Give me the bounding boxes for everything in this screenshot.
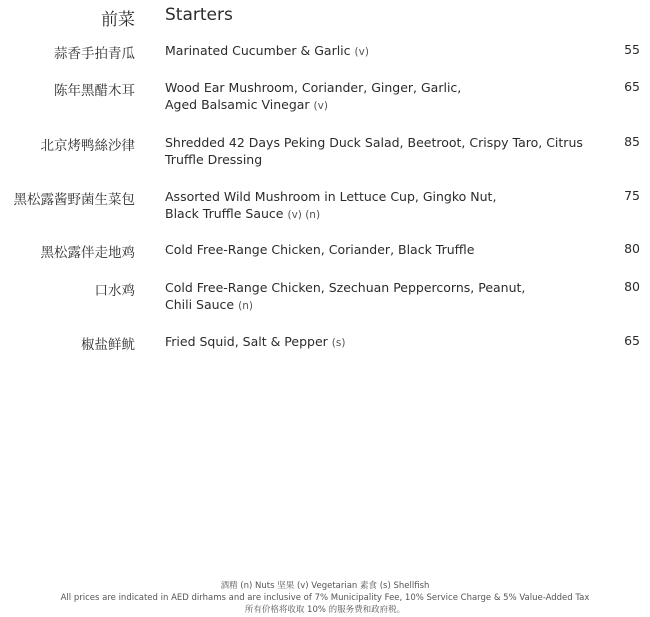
dish-description xyxy=(165,241,585,258)
dish-description xyxy=(165,279,585,315)
section-title-english: Starters xyxy=(165,5,233,25)
dish-price: 65 xyxy=(624,333,640,348)
price-note-chinese: 所有价格将收取 10% 的服务费和政府税。 xyxy=(244,605,406,615)
allergen-legend: 酒精 (n) Nuts 坚果 (v) Vegetarian 素食 (s) Shellfish xyxy=(220,581,430,591)
dish-description-line: Chili Sauce xyxy=(165,297,235,312)
dish-name-chinese: 黑松露酱野菌生菜包 xyxy=(13,192,135,208)
dish-description-line: Fried Squid, Salt & Pepper xyxy=(165,334,328,349)
section-title-chinese: 前菜 xyxy=(101,10,135,30)
dish-price: 65 xyxy=(624,79,640,94)
dish-name-chinese: 蒜香手拍青瓜 xyxy=(54,46,135,62)
dietary-tags: (s) xyxy=(331,337,346,349)
dish-description-line: Truffle Dressing xyxy=(165,152,263,167)
dish-description xyxy=(165,333,585,352)
dish-name-chinese: 口水鸡 xyxy=(94,283,135,299)
dietary-tags: (n) xyxy=(238,300,253,312)
dietary-tags: (v) (n) xyxy=(287,209,321,221)
dish-description-line: Aged Balsamic Vinegar xyxy=(165,97,310,112)
dish-price: 55 xyxy=(624,42,640,57)
dish-price: 80 xyxy=(624,279,640,294)
dish-name-chinese: 陈年黑醋木耳 xyxy=(54,83,135,99)
dish-description-line: Assorted Wild Mushroom in Lettuce Cup, Gingko Nut, xyxy=(165,189,497,204)
dish-price: 85 xyxy=(624,134,640,149)
dish-description-line: Wood Ear Mushroom, Coriander, Ginger, Garlic, xyxy=(165,80,462,95)
dish-name-chinese: 北京烤鸭絲沙律 xyxy=(40,138,135,154)
dish-description-line: Cold Free-Range Chicken, Szechuan Peppercorns, Peanut, xyxy=(165,280,526,295)
dish-description-line: Cold Free-Range Chicken, Coriander, Black Truffle xyxy=(165,242,475,257)
dietary-tags: (v) xyxy=(313,100,328,112)
price-note-english: All prices are indicated in AED dirhams and are inclusive of 7% Municipality Fee, 10% Service Charge & 5% Value-Added Tax xyxy=(60,593,590,603)
dish-description-line: Shredded 42 Days Peking Duck Salad, Beetroot, Crispy Taro, Citrus xyxy=(165,135,583,150)
dish-description xyxy=(165,188,585,224)
dish-description xyxy=(165,79,585,115)
dish-description xyxy=(165,134,585,168)
dish-price: 80 xyxy=(624,241,640,256)
dietary-tags: (v) xyxy=(354,46,369,58)
dish-price: 75 xyxy=(624,188,640,203)
dish-description-line: Black Truffle Sauce xyxy=(165,206,284,221)
dish-name-chinese: 椒盐鲜鱿 xyxy=(81,337,135,353)
dish-name-chinese: 黑松露伴走地鸡 xyxy=(40,245,135,261)
dish-description xyxy=(165,42,585,61)
dish-description-line: Marinated Cucumber & Garlic xyxy=(165,43,351,58)
